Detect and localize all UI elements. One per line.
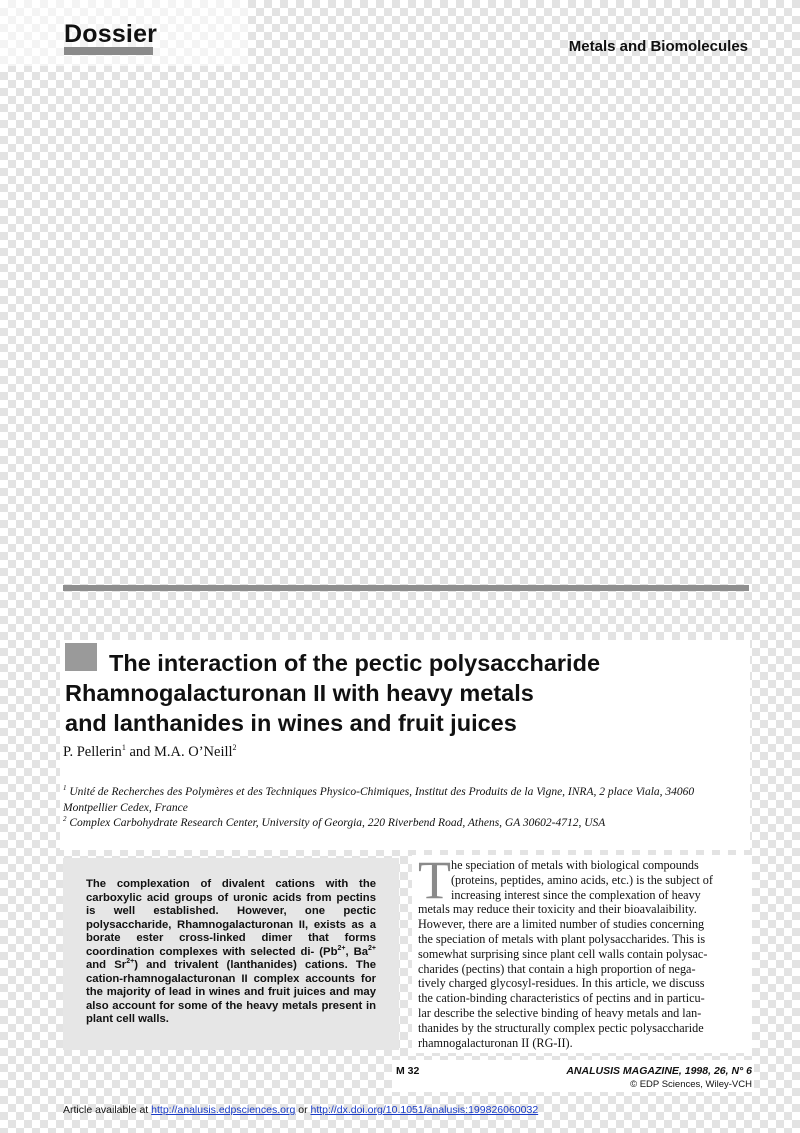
abstract-sup-1: 2+ [337,944,346,952]
body-line: However, there are a limited number of studies concerning [418,917,705,932]
header-rule [63,585,749,591]
author-2: M.A. O’Neill [154,743,233,760]
affiliation-2-text: Complex Carbohydrate Research Center, University of Georgia, 220 Riverbend Road, Athens, GA 30602-4712, USA [66,816,606,829]
abstract-text [86,878,376,1027]
title-line-2: Rhamnogalacturonan II with heavy metals [65,680,534,706]
affiliation-2-mark: 2 [63,815,67,823]
abstract-sup-3: 2+ [126,958,135,966]
body-line: the cation-binding characteristics of pectins and in particu- [418,991,705,1006]
body-line: somewhat surprising since plant cell walls contain polysac- [418,946,708,961]
affiliation-2 [63,811,743,831]
abstract-part-2: , Ba [345,945,369,958]
affiliation-1-text: Unité de Recherches des Polymères et des Techniques Physico-Chimiques, Institut des Produits de la Vigne, INRA, 2 place Viala, 34060 Montpellier Cedex, France [63,785,695,814]
abstract-part-3: and Sr [86,959,127,971]
abstract-part-1: The complexation of divalent cations with the carboxylic acid groups of uronic acids from pectins is well established. However, one pectic polysaccharide, Rhamnogalacturonan II, exists as a borate ester cross-linked dimer that forms coordination complexes with selected di- (Pb [86,878,376,958]
availability-prefix: Article available at [63,1104,152,1116]
author-1: P. Pellerin [63,743,122,760]
body-line: increasing interest since the complexation of heavy [451,887,701,902]
author-2-affil-mark: 2 [232,743,237,752]
body-text [418,858,749,1050]
availability-middle: or [295,1104,311,1116]
title-line-1: The interaction of the pectic polysaccharide [109,650,601,676]
body-line: the speciation of metals with plant polysaccharides. This is [418,931,706,946]
body-line: lar describe the selective binding of heavy metals and lan- [418,1005,702,1020]
affiliation-1-mark: 1 [63,784,67,792]
author-connector: and [125,743,154,760]
author-1-affil-mark: 1 [121,743,126,752]
article-title [65,648,755,738]
drop-cap: T [418,850,451,910]
abstract-sup-2: 2+ [368,944,376,952]
body-line: tively charged glycosyl-residues. In this article, we discuss [418,976,705,991]
copyright: © EDP Sciences, Wiley-VCH [630,1079,752,1090]
body-line: metals may reduce their toxicity and their bioavalaibility. [418,902,697,917]
title-line-3: and lanthanides in wines and fruit juices [65,710,517,736]
page-number: M 32 [396,1065,420,1077]
dossier-label: Dossier [64,20,158,48]
body-line: rhamnogalacturonan II (RG-II). [418,1035,573,1050]
availability-line [63,1104,538,1116]
doi-link[interactable]: http://dx.doi.org/10.1051/analusis:199826060032 [310,1104,539,1116]
body-line: (proteins, peptides, amino acids, etc.) is the subject of [451,872,713,887]
body-line: charides (pectins) that contain a high proportion of nega- [418,961,696,976]
edpsciences-link[interactable]: http://analusis.edpsciences.org [151,1104,296,1116]
body-line: thanides by the structurally complex pectic polysaccharide [418,1020,704,1035]
authors [63,743,237,761]
abstract-part-4: ) and trivalent (lanthanides) cations. The cation-rhamnogalacturonan II complex accounts for the majority of lead in wines and fruit juices and may also account for some of the heavy metals present in plant cell walls. [86,959,377,1025]
section-title: Metals and Biomolecules [568,38,748,55]
body-line: he speciation of metals with biological compounds [451,858,699,872]
journal-citation: ANALUSIS MAGAZINE, 1998, 26, N° 6 [566,1065,752,1077]
